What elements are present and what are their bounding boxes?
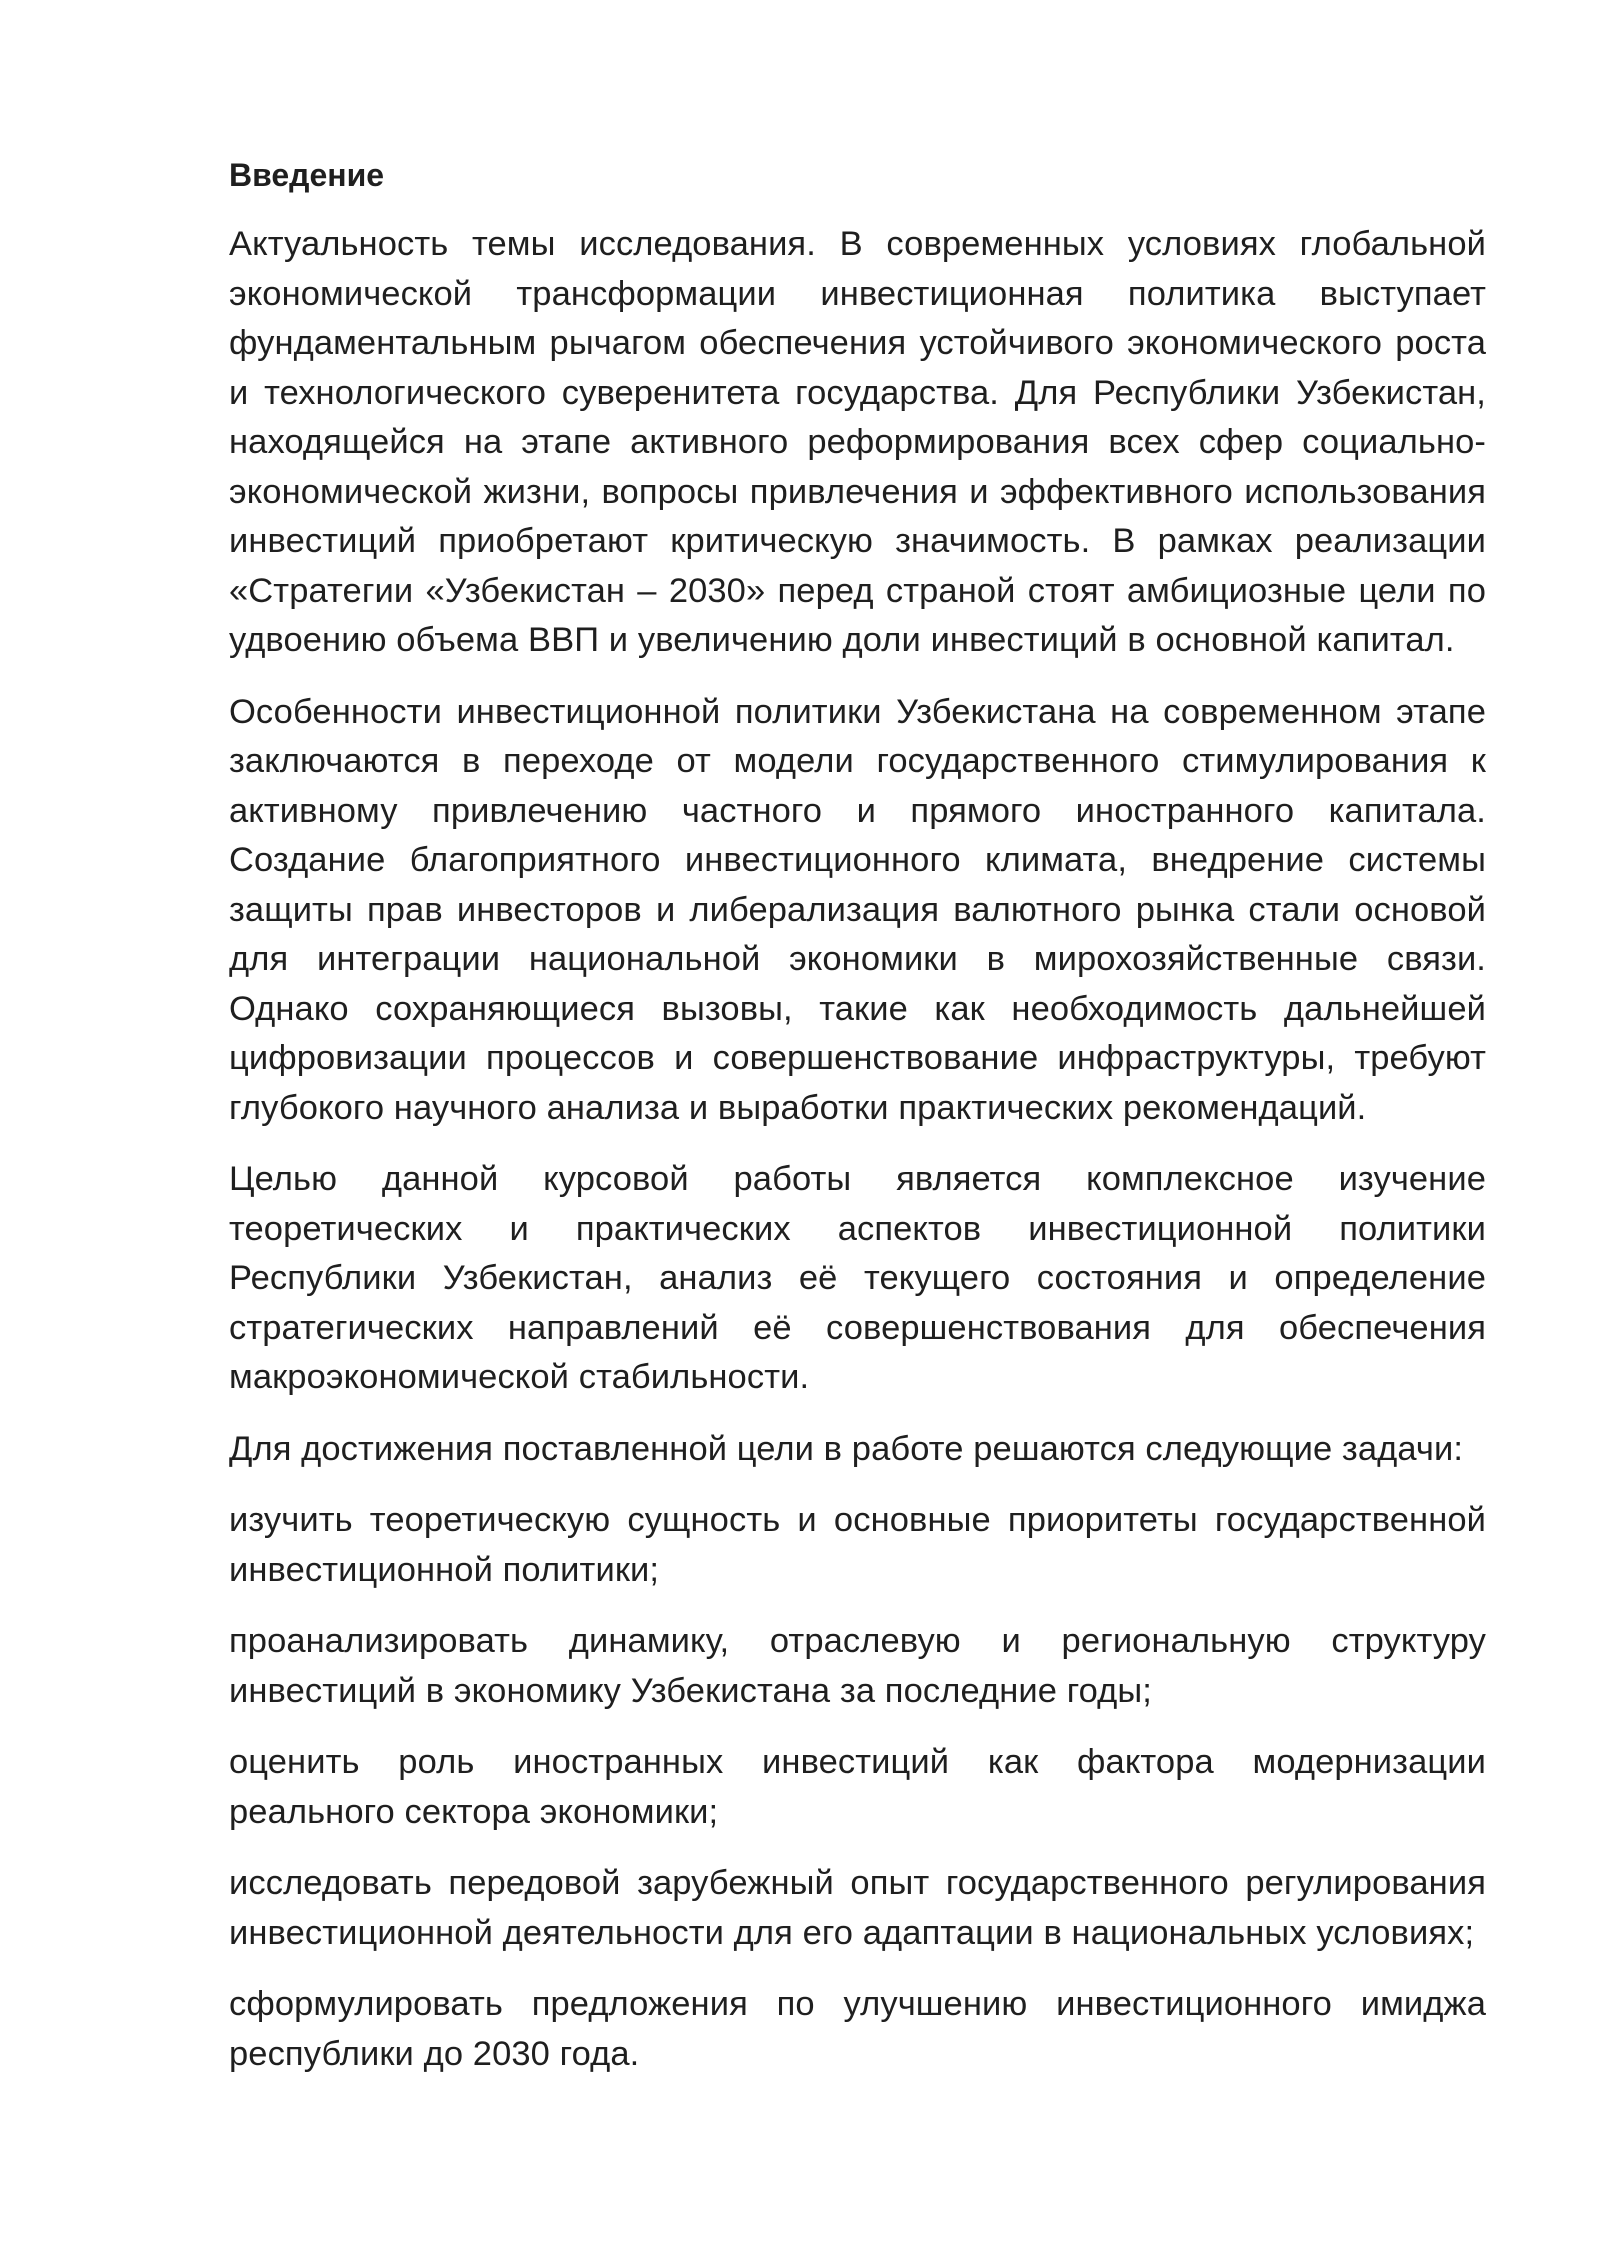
task-item-3: оценить роль иностранных инвестиций как фактора модернизации реального сектора экономики; <box>229 1743 1486 1831</box>
paragraph-tasks-intro: Для достижения поставленной цели в работе решаются следующие задачи: <box>229 1429 1464 1468</box>
paragraph-relevance: Актуальность темы исследования. В современных условиях глобальной экономической трансформации инвестиционная политика выступает фундаментальным рычагом обеспечения устойчивого экономического роста и технологического суверенитета государства. Для Республики Узбекистан, находящейся на этапе активного реформирования всех сфер социально-экономической жизни, вопросы привлечения и эффективного использования инвестиций приобретают критическую значимость. В рамках реализации «Стратегии «Узбекистан – 2030» перед страной стоят амбициозные цели по удвоению объема ВВП и увеличению доли инвестиций в основной капитал. <box>229 225 1486 659</box>
paragraph-features: Особенности инвестиционной политики Узбекистана на современном этапе заключаются в переходе от модели государственного стимулирования к активному привлечению частного и прямого иностранного капитала. Создание благоприятного инвестиционного климата, внедрение системы защиты прав инвесторов и либерализация валютного рынка стали основой для интеграции национальной экономики в мирохозяйственные связи. Однако сохраняющиеся вызовы, такие как необходимость дальнейшей цифровизации процессов и совершенствование инфраструктуры, требуют глубокого научного анализа и выработки практических рекомендаций. <box>229 692 1486 1127</box>
task-item-4: исследовать передовой зарубежный опыт государственного регулирования инвестиционной деятельности для его адаптации в национальных условиях; <box>229 1864 1486 1952</box>
document-body <box>229 150 1486 2079</box>
section-heading: Введение <box>229 157 385 193</box>
paragraph-goal: Целью данной курсовой работы является комплексное изучение теоретических и практических аспектов инвестиционной политики Республики Узбекистан, анализ её текущего состояния и определение стратегических направлений её совершенствования для обеспечения макроэкономической стабильности. <box>229 1160 1486 1396</box>
task-item-5: сформулировать предложения по улучшению инвестиционного имиджа республики до 2030 года. <box>229 1985 1486 2073</box>
task-item-2: проанализировать динамику, отраслевую и региональную структуру инвестиций в экономику Узбекистана за последние годы; <box>229 1622 1486 1710</box>
task-item-1: изучить теоретическую сущность и основные приоритеты государственной инвестиционной политики; <box>229 1501 1486 1589</box>
